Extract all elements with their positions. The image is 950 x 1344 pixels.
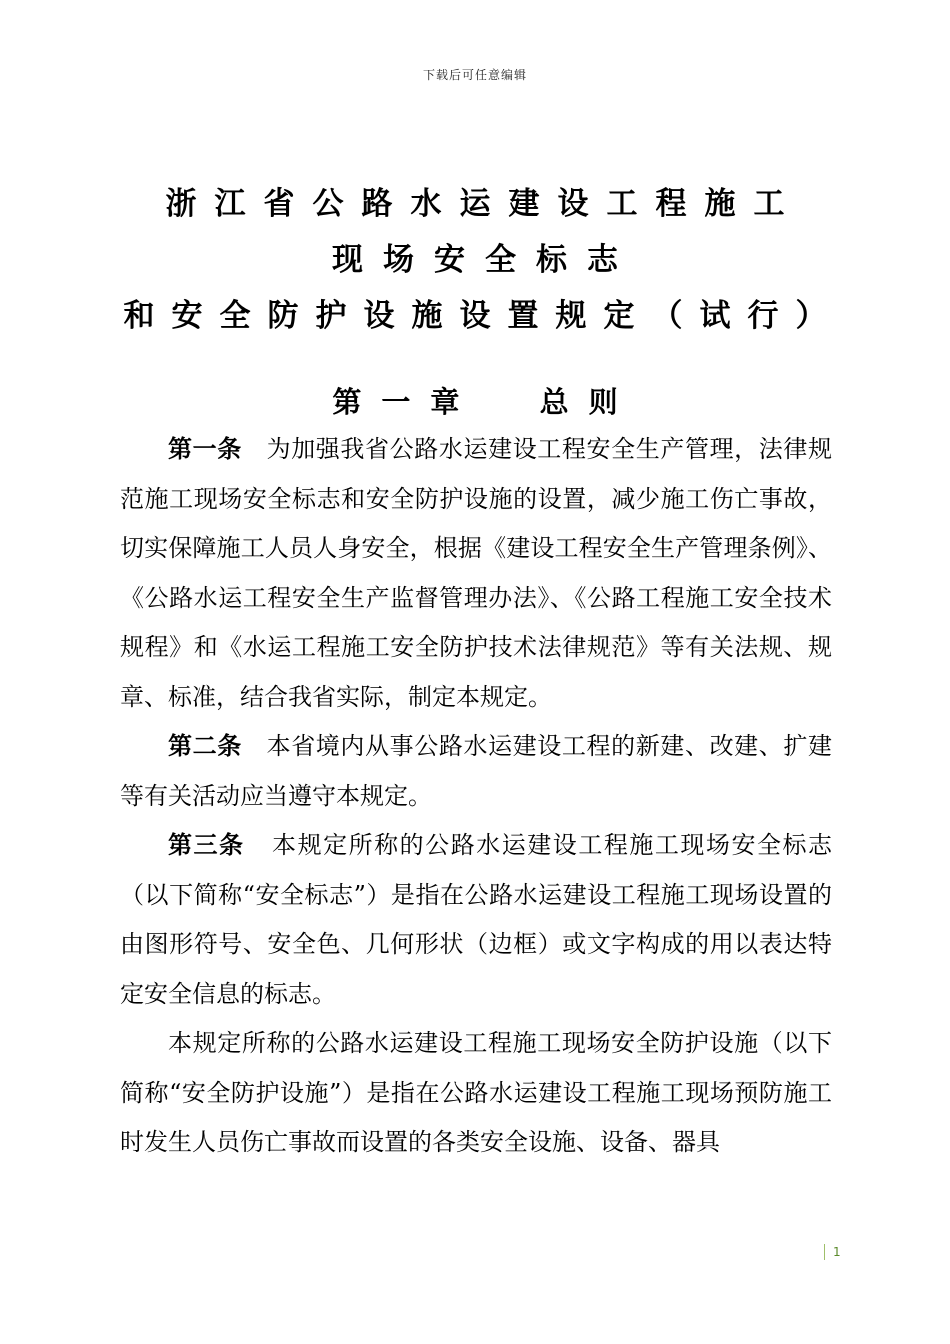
title-line-3: 和安全防护设施设置规定（试行） [123,298,844,334]
title-line-1: 浙江省公路水运建设工程施工 [165,186,803,222]
paragraph-text: 本规定所称的公路水运建设工程施工现场安全防护设施（以下简称“安全防护设施”）是指在公路水运建设工程施工现场预防施工时发生人员伤亡事故而设置的各类安全设施、设备、器具 [120,1029,832,1156]
article-label: 第一条 [168,435,242,463]
document-title [0,176,950,344]
article-paragraph [120,722,832,821]
article-text: 为加强我省公路水运建设工程安全生产管理，法律规范施工现场安全标志和安全防护设施的设置，减少施工伤亡事故，切实保障施工人员人身安全，根据《建设工程安全生产管理条例》、《公路水运工程安全生产监督管理办法》、《公路工程施工安全技术规程》和《水运工程施工安全防护技术法律规范》等有关法规、规章、标准，结合我省实际，制定本规定。 [120,435,833,711]
document-body [120,425,832,1168]
article-text: 本省境内从事公路水运建设工程的新建、改建、扩建等有关活动应当遵守本规定。 [120,732,833,810]
article-label: 第三条 [168,831,245,859]
header-note: 下载后可任意编辑 [422,68,527,82]
chapter-heading: 第一章 总则 [332,385,638,419]
article-text: 本规定所称的公路水运建设工程施工现场安全标志（以下简称“安全标志”）是指在公路水运建设工程施工现场设置的由图形符号、安全色、几何形状（边框）或文字构成的用以表达特定安全信息的标志。 [120,831,833,1008]
article-label: 第二条 [168,732,242,760]
title-line-2: 现场安全标志 [332,242,638,278]
body-paragraph [120,1019,832,1168]
article-paragraph [120,821,832,1019]
page-number: 1 [824,1244,841,1260]
article-paragraph [120,425,832,722]
